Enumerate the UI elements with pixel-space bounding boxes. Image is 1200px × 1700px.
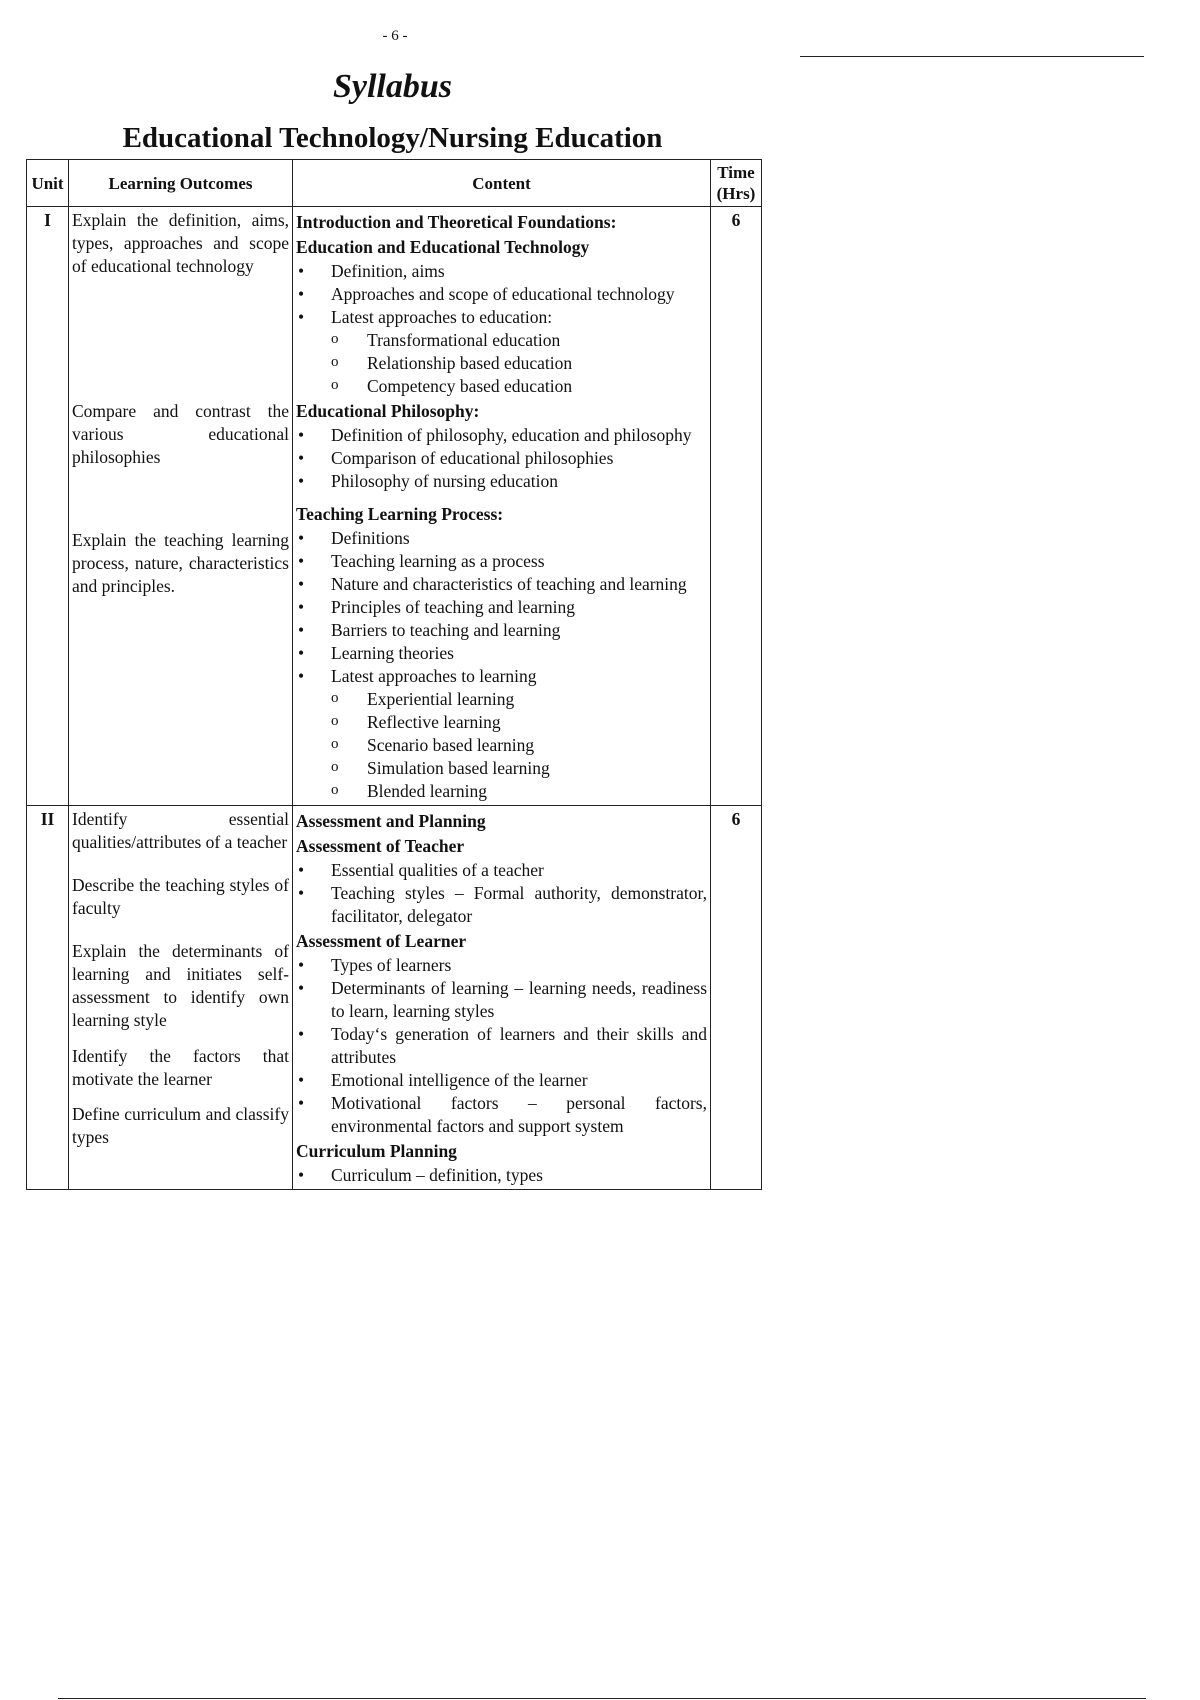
sub-list-item: o Blended learning: [331, 780, 707, 803]
list-item: • Definition, aims: [296, 260, 707, 283]
topic-list: [296, 527, 707, 803]
learning-outcome: Identify essential qualities/attributes of a teacher: [72, 809, 289, 852]
section-heading: Assessment of Learner: [296, 931, 467, 951]
course-title: Educational Technology/Nursing Education: [122, 122, 663, 154]
list-item: • Determinants of learning – learning needs, readiness to learn, learning styles: [296, 977, 707, 1023]
list-item-label: Latest approaches to education:: [331, 307, 553, 327]
topic-list: [296, 1164, 707, 1187]
list-item: • Emotional intelligence of the learner: [296, 1069, 707, 1092]
list-item: • Principles of teaching and learning: [296, 596, 707, 619]
topic-list: [296, 859, 707, 928]
learning-outcomes-cell: [69, 207, 293, 806]
learning-outcome: Define curriculum and classify types: [72, 1104, 289, 1147]
unit-number: I: [27, 207, 69, 806]
list-item: • Motivational factors – personal factors, environmental factors and support system: [296, 1092, 707, 1138]
page-title: Syllabus: [332, 68, 453, 105]
section-heading: Educational Philosophy:: [296, 401, 480, 421]
list-item: [296, 306, 707, 398]
syllabus-table: [26, 159, 762, 1190]
sub-list-item: o Relationship based education: [331, 352, 707, 375]
sub-list-item: o Transformational education: [331, 329, 707, 352]
section-heading: Teaching Learning Process:: [296, 504, 504, 524]
list-item: • Barriers to teaching and learning: [296, 619, 707, 642]
time-hours: 6: [711, 806, 762, 1190]
table-row: [27, 806, 762, 1190]
sub-topic-list: [331, 688, 707, 803]
sub-topic-list: [331, 329, 707, 398]
header-rule: [800, 56, 1144, 57]
learning-outcome: Describe the teaching styles of faculty: [72, 875, 289, 918]
list-item: • Types of learners: [296, 954, 707, 977]
main-topic-heading: Assessment and Planning: [296, 811, 486, 831]
column-header-content: Content: [293, 160, 711, 207]
learning-outcome: Compare and contrast the various educational philosophies: [72, 401, 289, 467]
list-item: • Approaches and scope of educational technology: [296, 283, 707, 306]
sub-list-item: o Simulation based learning: [331, 757, 707, 780]
section-heading: Assessment of Teacher: [296, 836, 465, 856]
list-item: • Philosophy of nursing education: [296, 470, 707, 493]
list-item-label: Latest approaches to learning: [331, 666, 537, 686]
topic-list: [296, 260, 707, 398]
list-item: • Learning theories: [296, 642, 707, 665]
list-item: • Definitions: [296, 527, 707, 550]
learning-outcomes-cell: [69, 806, 293, 1190]
section-heading: Curriculum Planning: [296, 1141, 457, 1161]
topic-list: [296, 424, 707, 493]
footer-rule: [58, 1698, 1146, 1699]
sub-list-item: o Reflective learning: [331, 711, 707, 734]
content-cell: [293, 806, 711, 1190]
list-item: • Definition of philosophy, education and philosophy: [296, 424, 707, 447]
list-item: • Comparison of educational philosophies: [296, 447, 707, 470]
sub-list-item: o Scenario based learning: [331, 734, 707, 757]
table-row: [27, 207, 762, 806]
page-number: - 6 -: [382, 28, 408, 44]
main-topic-heading: Introduction and Theoretical Foundations:: [296, 212, 617, 232]
list-item: • Teaching learning as a process: [296, 550, 707, 573]
list-item: • Today‘s generation of learners and their skills and attributes: [296, 1023, 707, 1069]
table-header-row: [27, 160, 762, 207]
list-item: • Essential qualities of a teacher: [296, 859, 707, 882]
list-item: • Curriculum – definition, types: [296, 1164, 707, 1187]
column-header-time: [711, 160, 762, 207]
unit-number: II: [27, 806, 69, 1190]
column-header-unit: Unit: [27, 160, 69, 207]
learning-outcome: Explain the determinants of learning and initiates self-assessment to identify own learning style: [72, 941, 289, 1030]
column-header-learning-outcomes: Learning Outcomes: [69, 160, 293, 207]
sub-list-item: o Experiential learning: [331, 688, 707, 711]
learning-outcome: Explain the definition, aims, types, approaches and scope of educational technology: [72, 210, 289, 276]
list-item: • Teaching styles – Formal authority, demonstrator, facilitator, delegator: [296, 882, 707, 928]
time-hours: 6: [711, 207, 762, 806]
content-cell: [293, 207, 711, 806]
learning-outcome: Explain the teaching learning process, nature, characteristics and principles.: [72, 530, 289, 596]
section-heading: Education and Educational Technology: [296, 237, 590, 257]
topic-list: [296, 954, 707, 1138]
time-header-line-2: (Hrs): [716, 184, 756, 203]
list-item: • Nature and characteristics of teaching and learning: [296, 573, 707, 596]
sub-list-item: o Competency based education: [331, 375, 707, 398]
list-item: [296, 665, 707, 803]
time-header-line-1: Time: [717, 163, 755, 182]
learning-outcome: Identify the factors that motivate the learner: [72, 1046, 289, 1089]
